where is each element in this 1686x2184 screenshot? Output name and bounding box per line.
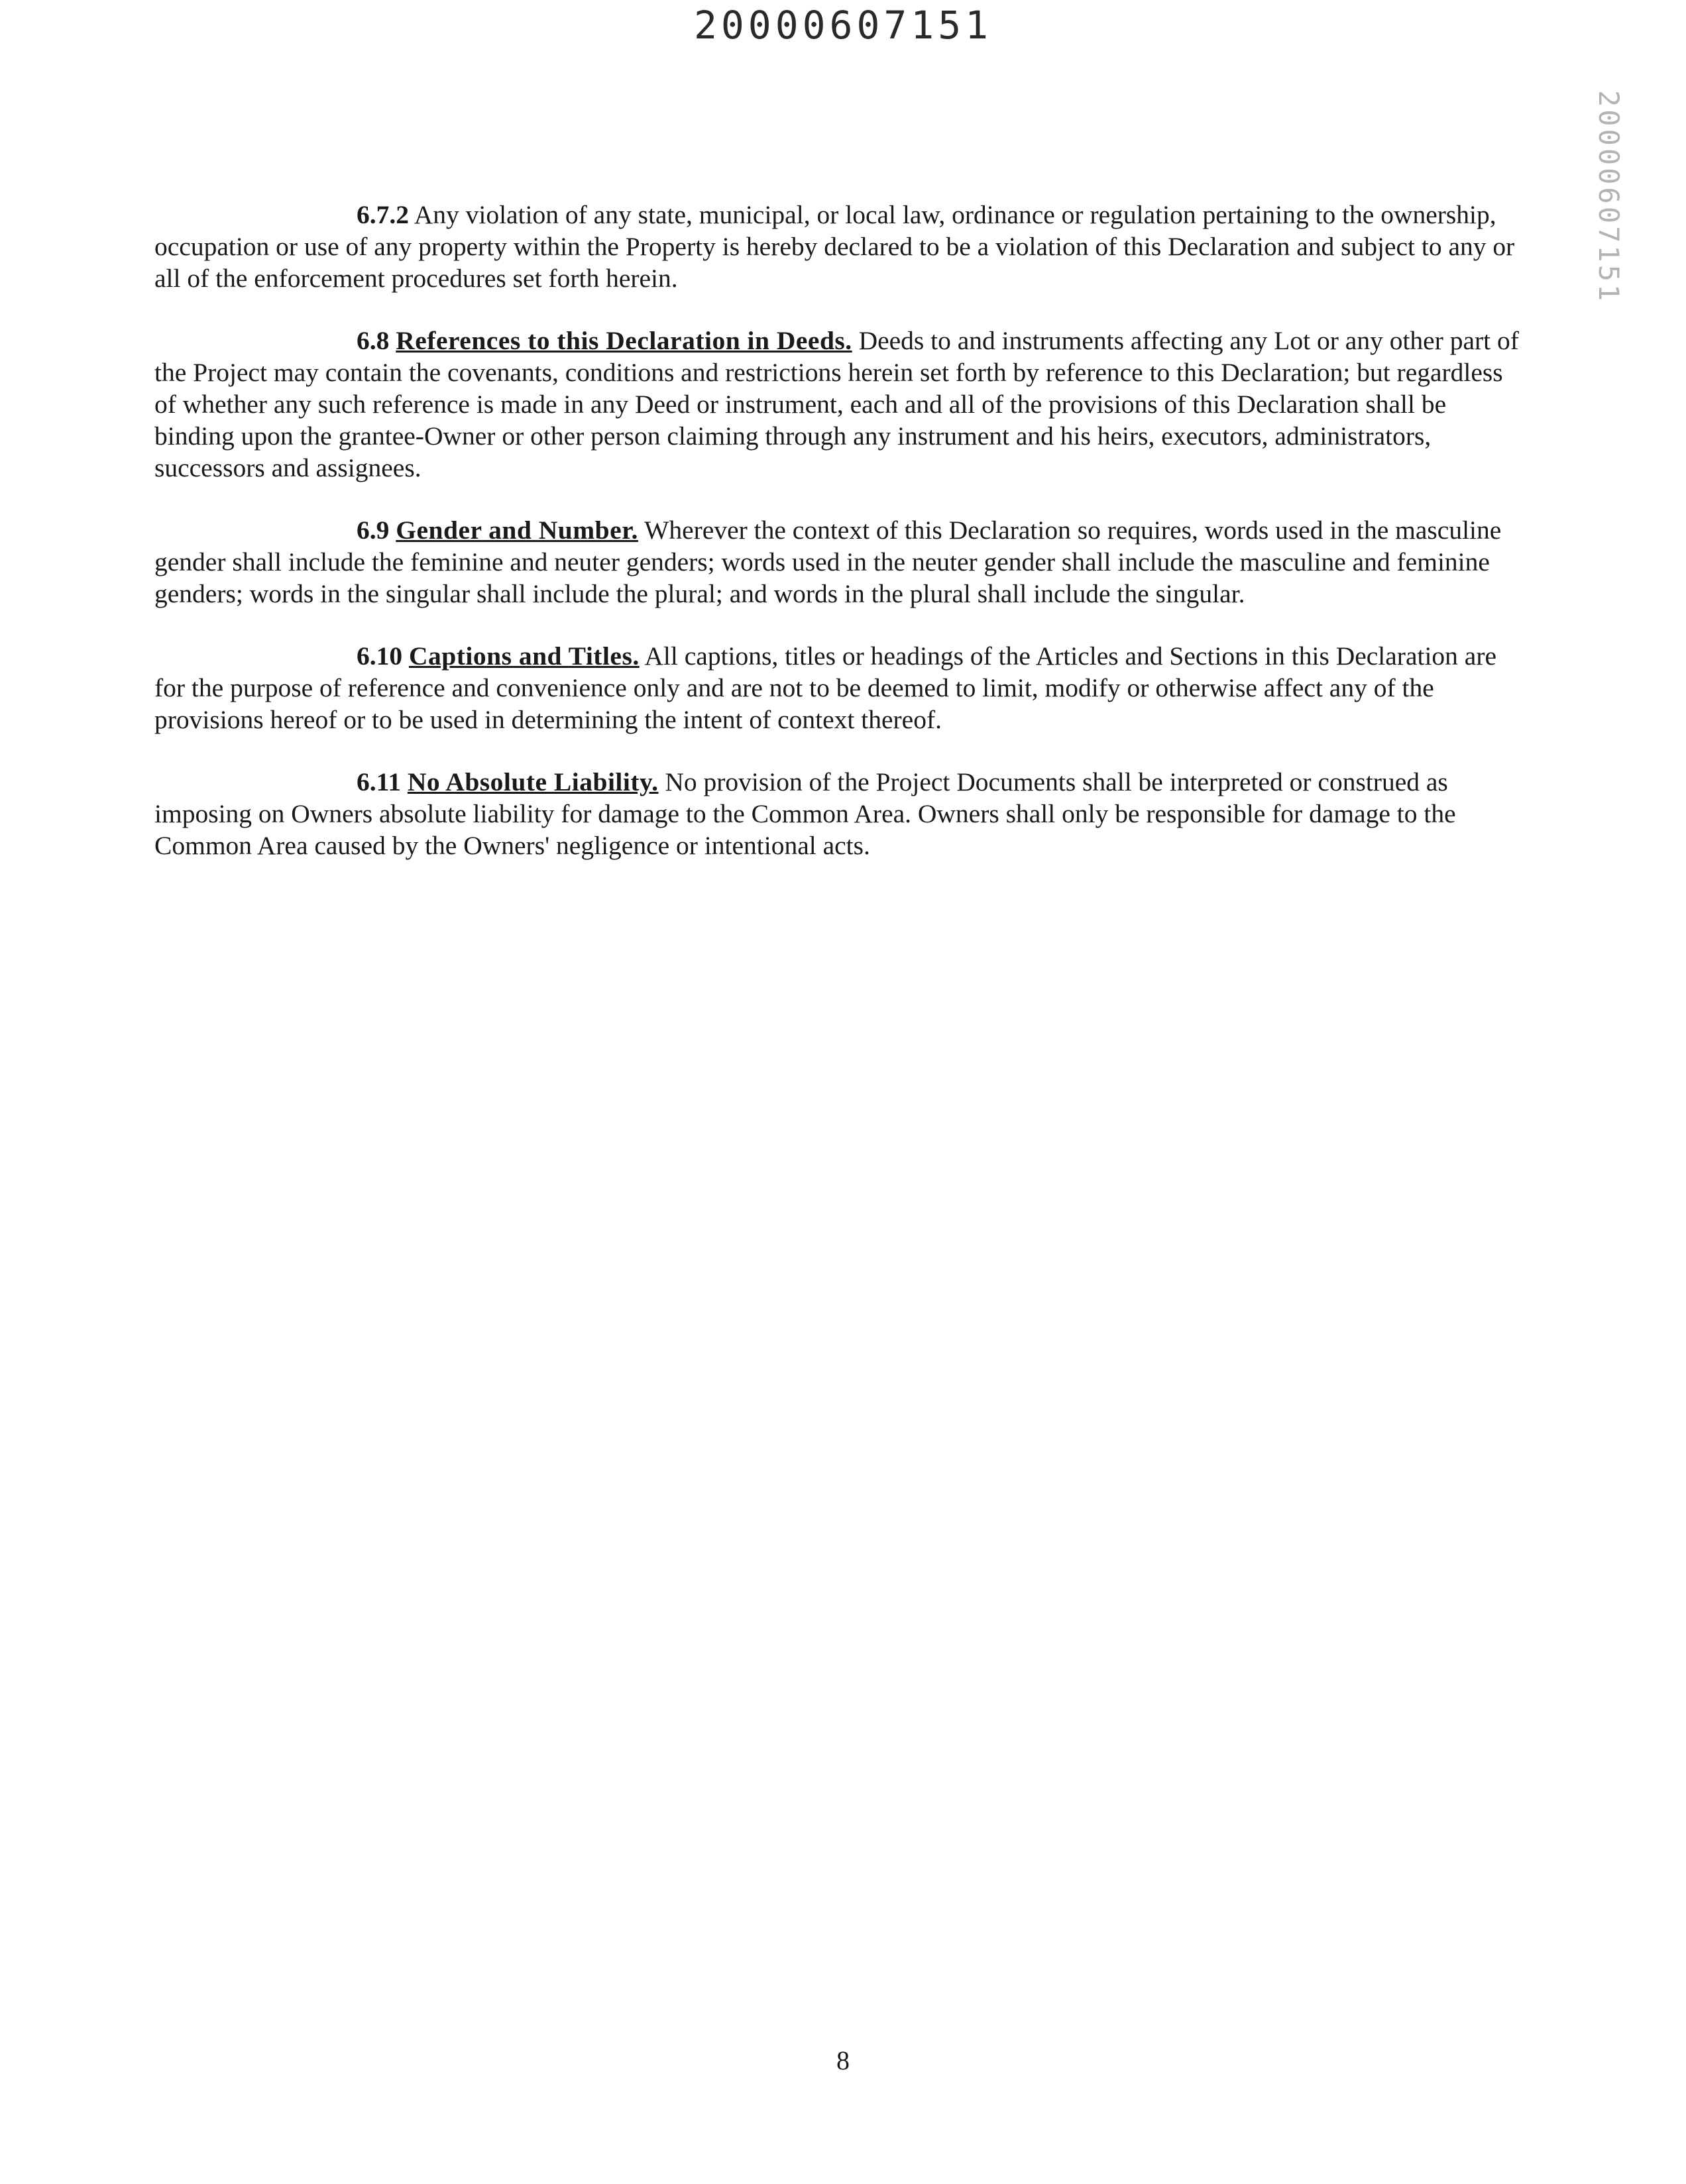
document-number: 20000607151 xyxy=(693,3,993,48)
section-text: No provision of the Project Documents shall be interpreted or construed as imposing on Owners absolute liability for damage to the Common Area. Owners shall only be responsible for damage to the Common Area caused by the Owners' negligence or intentional acts. xyxy=(154,767,1456,860)
section-heading: Gender and Number. xyxy=(396,516,638,545)
section-text: Wherever the context of this Declaration so requires, words used in the masculine gender shall include the feminine and neuter genders; words used in the neuter gender shall include the masculine and feminine genders; words in the singular shall include the plural; and words in the plural shall include the singular. xyxy=(154,516,1502,608)
paragraph-6-11 xyxy=(154,766,1528,861)
section-number: 6.11 xyxy=(357,767,401,796)
section-number: 6.8 xyxy=(357,326,390,355)
paragraph-6-8 xyxy=(154,325,1528,484)
section-number: 6.9 xyxy=(357,516,390,545)
section-text: Any violation of any state, municipal, or local law, ordinance or regulation pertaining to the ownership, occupation or use of any property within the Property is hereby declared to be a violation of this Declaration and subject to any or all of the enforcement procedures set forth herein. xyxy=(154,200,1515,293)
section-heading: No Absolute Liability. xyxy=(407,767,659,796)
section-text: Deeds to and instruments affecting any Lot or any other part of the Project may contain the covenants, conditions and restrictions herein set forth by reference to this Declaration; but regardless of whether any such reference is made in any Deed or instrument, each and all of the provisions of this Declaration shall be binding upon the grantee-Owner or other person claiming through any instrument and his heirs, executors, administrators, successors and assignees. xyxy=(154,326,1519,482)
paragraph-6-7-2 xyxy=(154,199,1528,294)
paragraph-6-9 xyxy=(154,514,1528,610)
paragraph-6-10 xyxy=(154,640,1528,736)
side-stamp-text: 20000607151 xyxy=(1593,90,1625,304)
page-number: 8 xyxy=(836,2046,850,2075)
side-recording-stamp xyxy=(1585,90,1625,309)
section-text: All captions, titles or headings of the Articles and Sections in this Declaration are for the purpose of reference and convenience only and are not to be deemed to limit, modify or otherwise affect any of the provisions hereof or to be used in determining the intent of context thereof. xyxy=(154,641,1497,734)
section-number: 6.7.2 xyxy=(357,200,409,229)
section-heading: Captions and Titles. xyxy=(409,641,640,671)
section-number: 6.10 xyxy=(357,641,403,671)
section-heading: References to this Declaration in Deeds. xyxy=(396,326,852,355)
document-body xyxy=(154,199,1528,892)
